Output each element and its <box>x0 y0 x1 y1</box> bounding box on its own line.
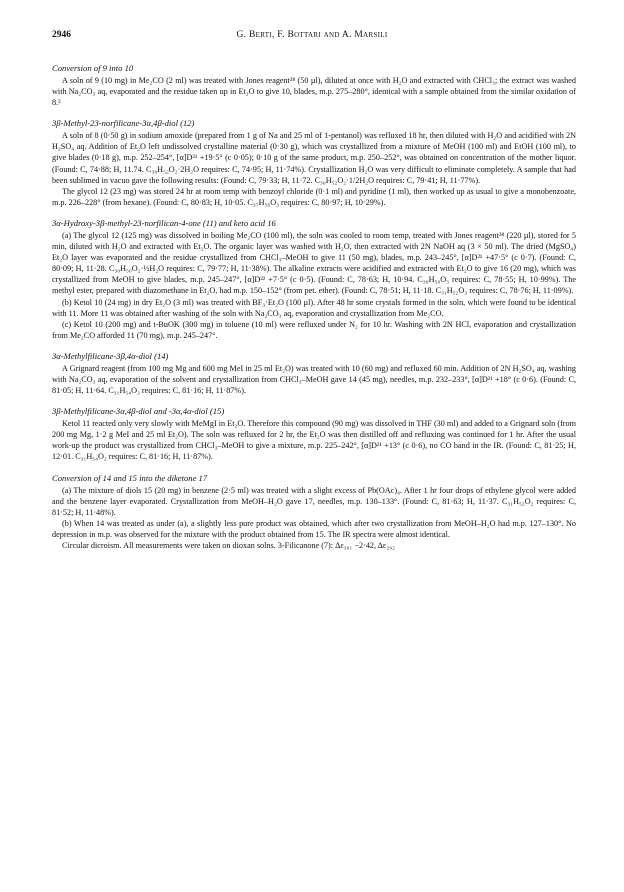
paragraph: (b) When 14 was treated as under (a), a slightly less pure product was obtained, which after two crystallization from MeOH–H₂O had m.p. 127–130°. No depression in m.p. was observed for the mixture with the product obtained from 15. The IR spectra were almost identical. <box>52 518 576 539</box>
paragraph: The glycol 12 (23 mg) was stored 24 hr at room temp with benzoyl chloride (0·1 ml) and pyridine (1 ml), then worked up as usual to give a monobenzoate, m.p. 226–228° (from hexane). (Found: C, 80·83; H, 10·05. C₃₇H₅₆O₃ requires: C, 80·97; H, 10·29%). <box>52 186 576 207</box>
page-number: 2946 <box>52 30 71 40</box>
section-heading: 3β-Methyl-23-norfilicane-3α,4β-diol (12) <box>52 118 195 129</box>
section-heading: 3α-Methylfilicane-3β,4α-diol (14) <box>52 350 169 361</box>
paragraph: Ketol 11 reacted only very slowly with MeMgI in Et₂O. Therefore this compound (90 mg) was dissolved in THF (30 ml) and added to a Grignard soln (from 200 mg Mg, 1·2 g MeI and 25 ml Et₂O). The soln was refluxed for 2 hr, the Et₂O was then distilled off and refluxing was continued for 1 hr. After the usual work-up the product was crystallized from CHCl₃–MeOH to give a mixture, m.p. 225–242°, [α]D²¹ +13° (c 0·6), no CO band in the IR. (Found: C, 81·25; H, 12·01. C₃₁H₅₄O₂ requires: C, 81·16; H, 11·87%). <box>52 419 576 462</box>
paragraph: A soln of 8 (0·50 g) in sodium amoxide (prepared from 1 g of Na and 25 ml of 1-pentanol) was refluxed 18 hr, then diluted with H₂O and acidified with 2N H₂SO₄ aq. Addition of Et₂O left undissolved crystalline material (0·30 g), which was crystallized from a mixture of MeOH (100 ml) and EtOH (100 ml), to give blades (0·18 g), m.p. 252–254°, [α]D²¹ +19·5° (c 0·05); 0·10 g of the same product, m.p. 250–252°, was obtained on concentration of the mother liquor. (Found: C, 74·88; H, 11.74. C₃₀H₅₂O₂·2H₂O requires: C, 74·95; H, 11·74%). Crystallization H₂O was very difficult to eliminate completely. A sample that had been sublimed in vacuo gave the following results: (Found: C, 79·33; H, 11·72. C₃₀H₅₂O₂·1/2H₂O requires: C, 79·41; H, 11·77%). <box>52 131 576 185</box>
paragraph: (c) Ketol 10 (200 mg) and t-BuOK (300 mg) in toluene (10 ml) were refluxed under N₂ for 10 hr. Washing with 2N HCl, evaporation and crystallization from Me₂CO afforded 11 (70 mg), m.p. 245–247°. <box>52 319 576 340</box>
paragraph: A soln of 9 (10 mg) in Me₂CO (2 ml) was treated with Jones reagent²⁸ (50 µl), diluted at once with H₂O and extracted with CHCl₃; the extract was washed with Na₂CO₃ aq, evaporated and the residue taken up in Et₂O to give 10, blades, m.p. 275–280°, identical with a sample obtained from the similar oxidation of 8.² <box>52 76 576 108</box>
section-diol-12 <box>52 117 576 208</box>
paragraph: (a) The glycol 12 (125 mg) was dissolved in boiling Me₂CO (100 ml), the soln was cooled to room temp, treated with Jones reagent²⁸ (220 µl), stored for 5 min, diluted with H₂O and extracted with Et₂O. The organic layer was washed with H₂O, then extracted with 2N NaOH aq (3 × 50 ml). The dried (MgSO₄) Et₂O layer was evaporated and the residue crystallized from CHCl₃–MeOH to give 11 (50 mg), blades, m.p. 243–245°, [α]D²¹ +47·5° (c 0·7). (Found: C, 80·09; H, 11·28. C₃₀H₅₀O₂·½H₂O requires: C, 79·77; H, 11·38%). The alkaline extracts were acidified and extracted with Et₂O to give 16 (20 mg), which was crystallized from MeOH to give blades, m.p. 245–247°, [α]D²² +7·5° (c 0·5). (Found: C, 78·63; H, 10·94. C₃₀H₅₀O₃ requires: C, 78·55; H, 10·99%). The methyl ester, prepared with diazomethane in Et₂O, had m.p. 150–152° (from pet. ether). (Found: C, 78·51; H, 11·18. C₃₁H₅₂O₃ requires: C, 78·76; H, 11·09%). <box>52 230 576 296</box>
section-ketol-11 <box>52 217 576 341</box>
section-heading: Conversion of 14 and 15 into the diketone 17 <box>52 472 208 483</box>
running-head-authors: G. Berti, F. Bottari and A. Marsili <box>236 30 388 40</box>
section-diol-15 <box>52 405 576 462</box>
section-heading: 3α-Hydroxy-3β-methyl-23-norfilican-4-one (11) and keto acid 16 <box>52 217 276 228</box>
paragraph: (b) Ketol 10 (24 mg) in dry Et₂O (3 ml) was treated with BF₃·Et₂O (100 µl). After 48 hr some crystals formed in the soln, which were found to be identical with 11. More 11 was obtained after washing of the soln with Na₂CO₃ aq, evaporation and crystallization from Me₂CO. <box>52 297 576 318</box>
page-header <box>52 30 576 40</box>
paragraph: A Grignard reagent (from 100 mg Mg and 600 mg MeI in 25 ml Et₂O) was treated with 10 (60 mg) and refluxed 60 min. Addition of 2N H₂SO₄ aq, washing with Na₂CO₃ aq, evaporation of the solvent and crystallization from CHCl₃–MeOH gave 14 (45 mg), needles, m.p. 232–233°, [α]D²¹ +18° (c 0·6). (Found: C, 81·05; H, 11·64. C₃₁H₅₄O₂ requires: C, 81·16; H, 11·87%). <box>52 363 576 396</box>
section-diketone-17 <box>52 472 576 552</box>
paragraph: (a) The mixture of diols 15 (20 mg) in benzene (2·5 ml) was treated with a slight excess of Pb(OAc)₄. After 1 hr four drops of ethylene glycol were added and the benzene layer evaporated. Crystallization from MeOH–H₂O gave 17, needles, m.p. 130–133°. (Found: C, 81·63; H, 11·37. C₃₁H₅₂O₂ requires: C, 81·52; H, 11·48%). <box>52 485 576 517</box>
section-diol-14 <box>52 350 576 396</box>
section-heading: Conversion of 9 into 10 <box>52 63 134 73</box>
paragraph: Circular dicroism. All measurements were taken on dioxan solns. 3-Filicanone (7): Δε₃₀₁ −2·42, Δε₂₉₂ <box>62 541 395 550</box>
section-conversion-9-10 <box>52 62 576 108</box>
section-heading: 3β-Methylfilicane-3α,4β-diol and -3α,4α-diol (15) <box>52 406 225 417</box>
